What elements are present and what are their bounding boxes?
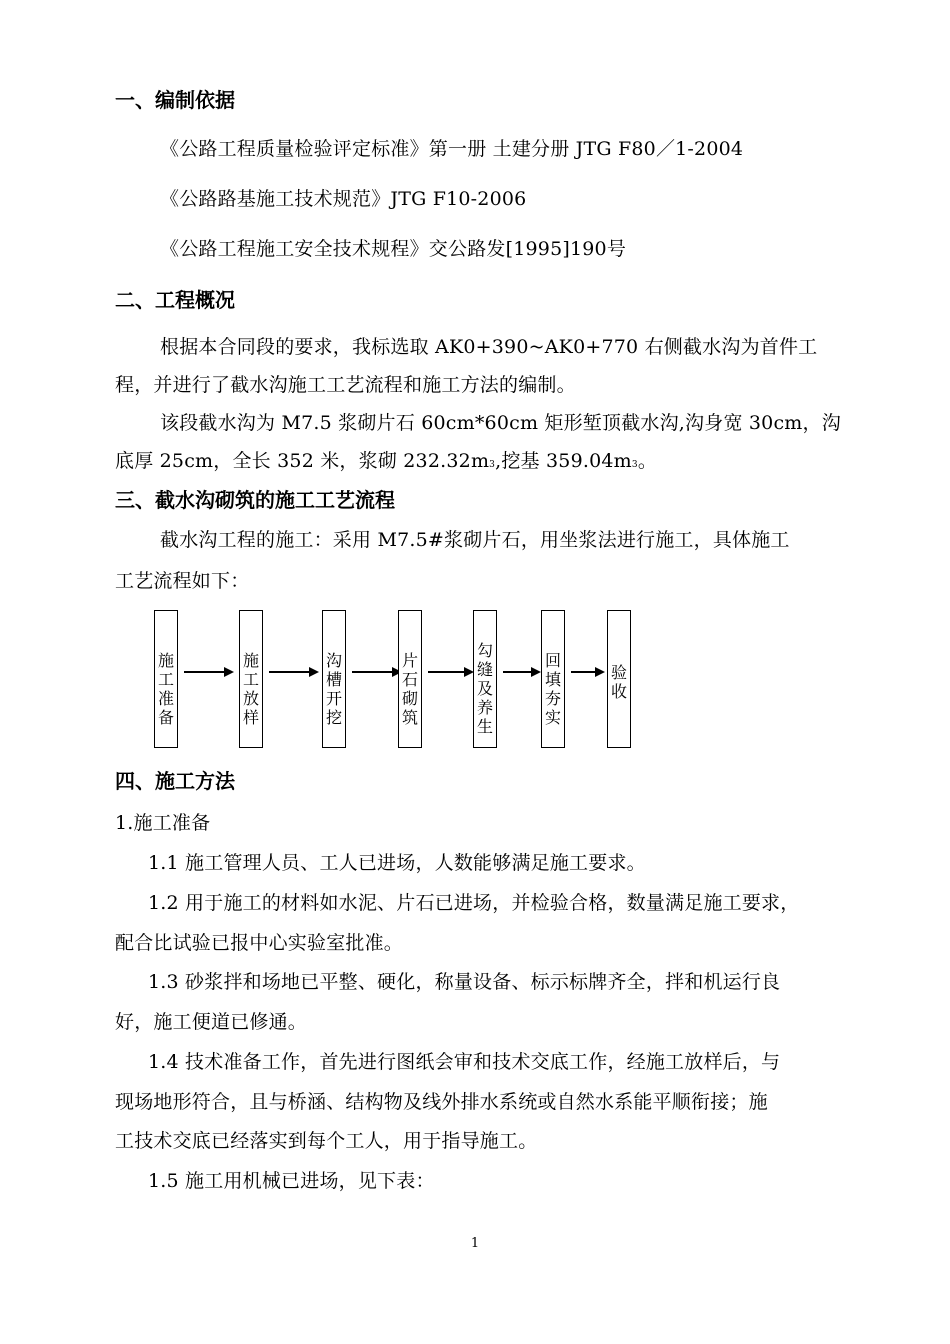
basis-item-1: 《公路工程质量检验评定标准》第一册 土建分册 JTG F80／1-2004 — [160, 138, 744, 160]
flow-arrow-icon — [428, 666, 474, 678]
overview-p1-line1: 根据本合同段的要求，我标选取 AK0+390~AK0+770 右侧截水沟为首件工 — [160, 336, 818, 358]
flow-arrow-icon — [571, 666, 605, 678]
overview-p2-line2: 底厚 25cm，全长 352 米，浆砌 232.32m3,挖基 359.04m3。 — [115, 450, 658, 472]
method-item-1-2-line1: 1.2 用于施工的材料如水泥、片石已进场，并检验合格，数量满足施工要求， — [148, 892, 800, 914]
section-heading-3: 三、截水沟砌筑的施工工艺流程 — [115, 488, 395, 512]
flow-step-6: 回填夯实 — [541, 610, 565, 748]
section-heading-1: 一、编制依据 — [115, 88, 235, 112]
page-number: 1 — [470, 1236, 480, 1251]
method-item-1-3-line2: 好，施工便道已修通。 — [115, 1011, 308, 1033]
flow-step-2: 施工放样 — [239, 610, 263, 748]
method-subheading-1: 1.施工准备 — [115, 812, 211, 834]
process-intro-line2: 工艺流程如下： — [115, 570, 250, 592]
flow-step-4: 片石砌筑 — [398, 610, 422, 748]
method-item-1-4-line3: 工技术交底已经落实到每个工人，用于指导施工。 — [115, 1130, 538, 1152]
flow-step-7: 验收 — [607, 610, 631, 748]
method-item-1-4-line1: 1.4 技术准备工作，首先进行图纸会审和技术交底工作，经施工放样后，与 — [148, 1051, 781, 1073]
method-item-1-4-line2: 现场地形符合，且与桥涵、结构物及线外排水系统或自然水系能平顺衔接；施 — [115, 1091, 768, 1113]
basis-item-3: 《公路工程施工安全技术规程》交公路发[1995]190号 — [160, 238, 627, 260]
basis-item-2: 《公路路基施工技术规范》JTG F10-2006 — [160, 188, 527, 210]
method-item-1-1: 1.1 施工管理人员、工人已进场，人数能够满足施工要求。 — [148, 852, 646, 874]
process-intro-line1: 截水沟工程的施工：采用 M7.5#浆砌片石，用坐浆法进行施工，具体施工 — [160, 529, 790, 551]
method-item-1-3-line1: 1.3 砂浆拌和场地已平整、硬化，称量设备、标示标牌齐全，拌和机运行良 — [148, 971, 781, 993]
overview-p2-line1: 该段截水沟为 M7.5 浆砌片石 60cm*60cm 矩形堑顶截水沟,沟身宽 30cm，沟 — [160, 412, 841, 434]
flow-step-3: 沟槽开挖 — [322, 610, 346, 748]
flow-step-1: 施工准备 — [154, 610, 178, 748]
flow-step-5: 勾缝及养生 — [473, 610, 497, 748]
flow-arrow-icon — [184, 666, 234, 678]
flow-arrow-icon — [269, 666, 319, 678]
section-heading-2: 二、工程概况 — [115, 288, 235, 312]
method-item-1-2-line2: 配合比试验已报中心实验室批准。 — [115, 932, 404, 954]
process-flowchart — [150, 606, 640, 752]
section-heading-4: 四、施工方法 — [115, 769, 235, 793]
flow-arrow-icon — [503, 666, 541, 678]
flow-arrow-icon — [352, 666, 402, 678]
method-item-1-5: 1.5 施工用机械已进场，见下表： — [148, 1170, 435, 1192]
overview-p1-line2: 程，并进行了截水沟施工工艺流程和施工方法的编制。 — [115, 374, 576, 396]
